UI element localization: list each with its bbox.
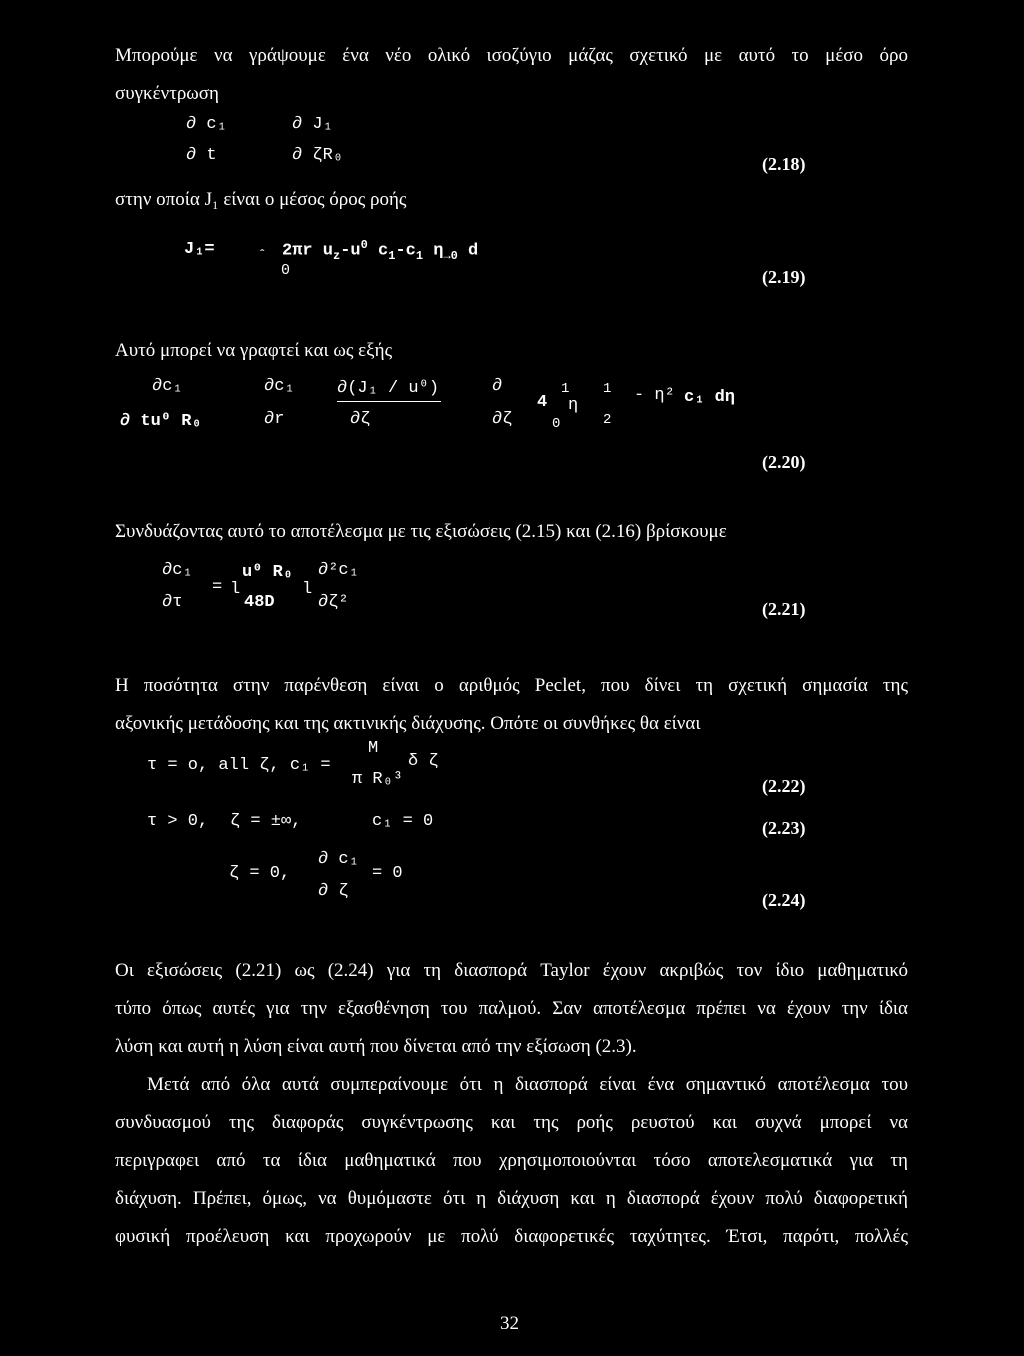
eq-2-21-term1-bottom: ∂τ bbox=[162, 593, 183, 612]
eq-2-20-one-a: 1 bbox=[561, 381, 570, 397]
taylor-paragraph bbox=[115, 952, 908, 1066]
eq-2-24-rhs: = 0 bbox=[372, 864, 403, 883]
intro-line-2: συγκέντρωση bbox=[115, 83, 219, 104]
eq-2-23-part-a: τ > 0, bbox=[147, 812, 209, 831]
eq-2-19-hat: ˆ bbox=[258, 248, 267, 264]
eq-2-24-number: (2.24) bbox=[762, 890, 806, 910]
eq-2-23-part-b: ζ = ±∞, bbox=[230, 812, 302, 831]
eq-2-23-number: (2.23) bbox=[762, 818, 806, 838]
taylor-line-3: λύση και αυτή η λύση είναι αυτή που δίνεται από την εξίσωση (2.3). bbox=[115, 1036, 637, 1057]
eq-2-21-term2-top: u⁰ R₀ bbox=[242, 563, 294, 582]
conclusion-paragraph bbox=[115, 1066, 908, 1256]
peclet-line-1: Η ποσότητα στην παρένθεση είναι ο αριθμός Peclet, που δίνει τη σχετική σημασία της bbox=[115, 675, 908, 696]
text-combining: Συνδυάζοντας αυτό το αποτέλεσμα με τις εξισώσεις (2.15) και (2.16) βρίσκουμε bbox=[115, 521, 727, 542]
eq-2-19-sub-1a: 1 bbox=[388, 249, 396, 264]
eq-2-19-sub-1b: 1 bbox=[415, 249, 424, 264]
eq-2-21-bracket-right: l bbox=[302, 580, 313, 599]
eq-2-19-part-e: η bbox=[423, 241, 444, 261]
eq-2-20-term4-top: ∂ bbox=[492, 377, 503, 396]
eq-2-22-lhs: τ = o, all ζ, c₁ = bbox=[147, 756, 331, 775]
eq-2-19-sup-0: 0 bbox=[360, 238, 368, 252]
eq-2-19-sub-eta0: →0 bbox=[443, 249, 458, 264]
eq-2-19-part-a: 2πr u bbox=[282, 241, 334, 261]
page-number: 32 bbox=[500, 1313, 519, 1334]
eq-2-21-term2-bottom: 48D bbox=[244, 593, 275, 612]
conclusion-line-2: συνδυασμού της διαφοράς συγκέντρωσης και της ροής ρευστού και συχνά μπορεί να bbox=[115, 1112, 908, 1133]
eq-2-19-part-c: c bbox=[367, 241, 389, 261]
taylor-line-2: τύπο όπως αυτές για την εξασθένηση του παλμού. Σαν αποτέλεσμα πρέπει να έχουν την ίδια bbox=[115, 998, 908, 1019]
eq-2-21-number: (2.21) bbox=[762, 599, 806, 619]
eq-2-20-number: (2.20) bbox=[762, 452, 806, 472]
eq-2-18-top-left: ∂ c₁ bbox=[186, 115, 227, 134]
eq-2-19-lhs: J₁= bbox=[184, 240, 215, 259]
taylor-line-1: Οι εξισώσεις (2.21) ως (2.24) για τη διασπορά Taylor έχουν ακριβώς τον ίδιο μαθηματικό bbox=[115, 960, 908, 981]
eq-2-18-top-right: ∂ J₁ bbox=[292, 115, 333, 134]
eq-2-20-four: 4 bbox=[537, 393, 548, 412]
eq-2-22-frac-top: M bbox=[368, 739, 379, 758]
eq-2-22-delta: δ ζ bbox=[408, 752, 439, 771]
eq-2-19-part-b: -u bbox=[340, 241, 361, 261]
eq-2-22-frac-bottom: π R₀³ bbox=[352, 770, 404, 789]
eq-2-20-term1-top: ∂c₁ bbox=[152, 377, 183, 396]
eq-2-20-term1-bottom: ∂ tu⁰ R₀ bbox=[120, 412, 202, 431]
eq-2-20-term4-bottom: ∂ζ bbox=[492, 410, 513, 429]
conclusion-line-1: Μετά από όλα αυτά συμπεραίνουμε ότι η διασπορά είναι ένα σημαντικό αποτέλεσμα του bbox=[147, 1074, 908, 1095]
eq-2-24-frac-top: ∂ c₁ bbox=[318, 850, 359, 869]
eq-2-19-lower-limit: 0 bbox=[281, 262, 291, 279]
eq-2-19-part-f: d bbox=[457, 241, 479, 261]
eq-2-20-two: 2 bbox=[603, 412, 612, 428]
eq-2-24-frac-bottom: ∂ ζ bbox=[318, 882, 349, 901]
eq-2-21-term3-top: ∂²c₁ bbox=[318, 561, 359, 580]
eq-2-20-lower-limit: 0 bbox=[552, 416, 561, 432]
eq-2-20-minus-eta-squared: - η² bbox=[634, 386, 675, 405]
eq-2-21-bracket-left: l bbox=[230, 580, 241, 599]
eq-2-21-equals: = bbox=[212, 578, 223, 597]
eq-2-20-tail: c₁ dη bbox=[684, 388, 736, 407]
text-can-be-written: Αυτό μπορεί να γραφτεί και ως εξής bbox=[115, 340, 393, 361]
conclusion-line-5: φυσική προέλευση και προχωρούν με πολύ διαφορετικές ταχύτητες. Έτσι, παρότι, πολλές bbox=[115, 1226, 908, 1247]
eq-2-18-bottom-right: ∂ ζR₀ bbox=[292, 146, 344, 165]
eq-2-19-sub-z: z bbox=[333, 249, 341, 264]
eq-2-18-number: (2.18) bbox=[762, 154, 806, 174]
peclet-paragraph bbox=[115, 667, 908, 743]
eq-2-20-term2-bottom: ∂r bbox=[264, 410, 285, 429]
eq-2-19-number: (2.19) bbox=[762, 267, 806, 287]
eq-2-21-term3-bottom: ∂ζ² bbox=[318, 593, 349, 612]
eq-2-21-term1-top: ∂c₁ bbox=[162, 561, 193, 580]
eq-2-19-integrand bbox=[282, 238, 478, 263]
eq-2-20-fraction-bar bbox=[337, 401, 441, 402]
eq-2-20-eta: η bbox=[568, 396, 579, 415]
eq-2-22-number: (2.22) bbox=[762, 776, 806, 796]
intro-line-1: Μπορούμε να γράψουμε ένα νέο ολικό ισοζύγιο μάζας σχετικό με αυτό το μέσο όρο bbox=[115, 45, 908, 66]
eq-2-20-term3-bottom: ∂ζ bbox=[350, 410, 371, 429]
conclusion-line-3: περιγραφει από τα ίδια μαθηματικά που χρησιμοποιούνται τόσο αποτελεσματικά για τη bbox=[115, 1150, 908, 1171]
eq-2-23-part-c: c₁ = 0 bbox=[372, 812, 434, 831]
eq-2-20-term2-top: ∂c₁ bbox=[264, 377, 295, 396]
text-j1-definition: στην οποία J₁ είναι ο μέσος όρος ροής bbox=[115, 189, 407, 210]
peclet-line-2: αξονικής μετάδοσης και της ακτινικής διάχυσης. Οπότε οι συνθήκες θα είναι bbox=[115, 713, 701, 734]
conclusion-line-4: διάχυση. Πρέπει, όμως, να θυμόμαστε ότι η διάχυση και η διασπορά έχουν πολύ διαφορετική bbox=[115, 1188, 908, 1209]
eq-2-19-part-d: -c bbox=[395, 241, 416, 261]
intro-paragraph bbox=[115, 37, 908, 113]
eq-2-20-one-b: 1 bbox=[603, 381, 612, 397]
eq-2-24-part-a: ζ = 0, bbox=[229, 864, 291, 883]
eq-2-20-term3-top: ∂(J₁ / u⁰) bbox=[337, 379, 440, 398]
eq-2-18-bottom-left: ∂ t bbox=[186, 146, 217, 165]
